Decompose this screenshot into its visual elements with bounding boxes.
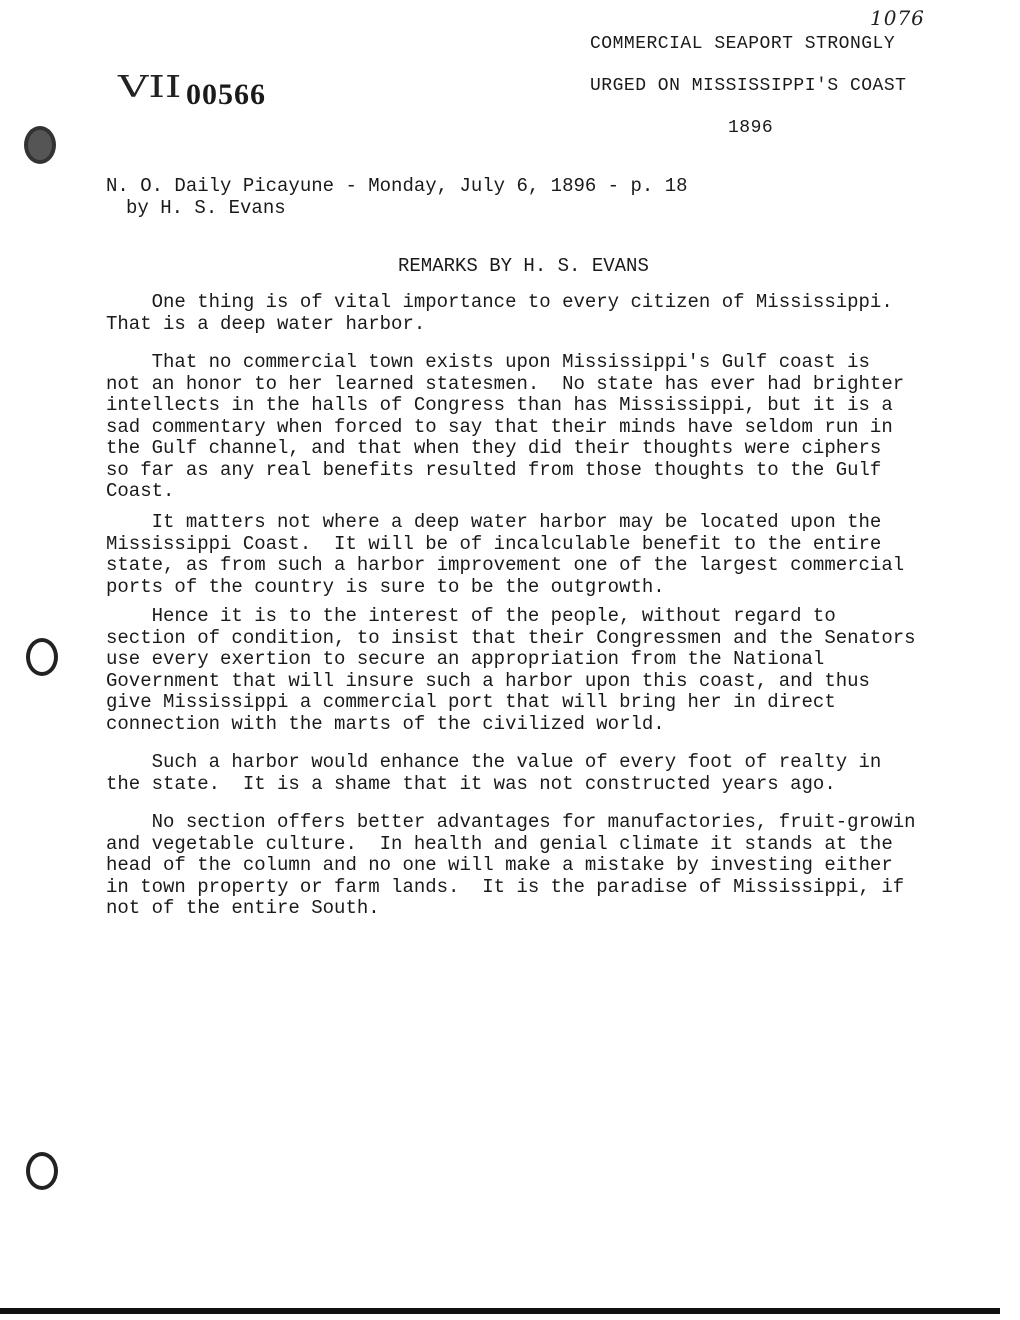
paragraph-line: ports of the country is sure to be the outgrowth. [106, 575, 665, 598]
paragraph-line: use every exertion to secure an appropriation from the National [106, 648, 825, 670]
paragraph-line: the Gulf channel, and that when they did their thoughts were ciphers [106, 437, 882, 459]
paragraph-line: Hence it is to the interest of the people, without regard to [106, 605, 836, 627]
paragraph-line: Government that will insure such a harbor upon this coast, and thus [106, 669, 870, 692]
paragraph-line: section of condition, to insist that their Congressmen and the Senators [106, 626, 916, 649]
article-title: REMARKS BY H. S. EVANS [398, 255, 649, 277]
punch-hole-top [24, 126, 56, 164]
paragraph-line: the state. It is a shame that it was not constructed years ago. [106, 772, 836, 795]
paragraph-line: head of the column and no one will make a mistake by investing either [106, 854, 893, 876]
paragraph-line: connection with the marts of the civilized world. [106, 712, 665, 735]
paragraph-line: That no commercial town exists upon Mississippi's Gulf coast is [106, 351, 870, 373]
paragraph-2 [106, 352, 986, 503]
punch-hole-middle [26, 638, 58, 676]
paragraph-line: not an honor to her learned statesmen. No state has ever had brighter [106, 372, 905, 395]
paragraph-line: state, as from such a harbor improvement one of the largest commercial [106, 554, 905, 576]
stamp-number: 00566 [186, 78, 266, 111]
paragraph-line: No section offers better advantages for manufactories, fruit-growin [106, 811, 916, 833]
paragraph-5 [106, 752, 986, 795]
heading-line-2: URGED ON MISSISSIPPI'S COAST [590, 76, 907, 96]
handwritten-number: 1076 [870, 6, 925, 30]
paragraph-6 [106, 812, 986, 920]
paragraph-line: and vegetable culture. In health and genial climate it stands at the [106, 832, 893, 855]
paragraph-line: One thing is of vital importance to every citizen of Mississippi. [106, 291, 893, 313]
heading-line-1: COMMERCIAL SEAPORT STRONGLY [590, 34, 896, 54]
bottom-edge-line [0, 1308, 1000, 1314]
paragraph-line: Mississippi Coast. It will be of incalculable benefit to the entire [106, 532, 882, 555]
source-author: by H. S. Evans [126, 197, 286, 219]
paragraph-line: sad commentary when forced to say that their minds have seldom run in [106, 415, 893, 438]
paragraph-line: give Mississippi a commercial port that will bring her in direct [106, 691, 836, 713]
paragraph-1 [106, 292, 986, 335]
paragraph-line: intellects in the halls of Congress than has Mississippi, but it is a [106, 394, 893, 416]
paragraph-line: It matters not where a deep water harbor may be located upon the [106, 511, 882, 533]
punch-hole-bottom [26, 1152, 58, 1190]
source-citation: N. O. Daily Picayune - Monday, July 6, 1896 - p. 18 [106, 175, 688, 197]
roman-numeral-marker: VII [118, 70, 182, 105]
paragraph-line: That is a deep water harbor. [106, 312, 426, 335]
heading-year: 1896 [728, 118, 774, 138]
paragraph-line: Such a harbor would enhance the value of every foot of realty in [106, 751, 882, 773]
paragraph-line: so far as any real benefits resulted from those thoughts to the Gulf [106, 458, 882, 481]
paragraph-4 [106, 606, 986, 735]
paragraph-line: Coast. [106, 480, 175, 502]
paragraph-line: not of the entire South. [106, 897, 380, 919]
paragraph-3 [106, 512, 986, 598]
paragraph-line: in town property or farm lands. It is the paradise of Mississippi, if [106, 875, 905, 898]
